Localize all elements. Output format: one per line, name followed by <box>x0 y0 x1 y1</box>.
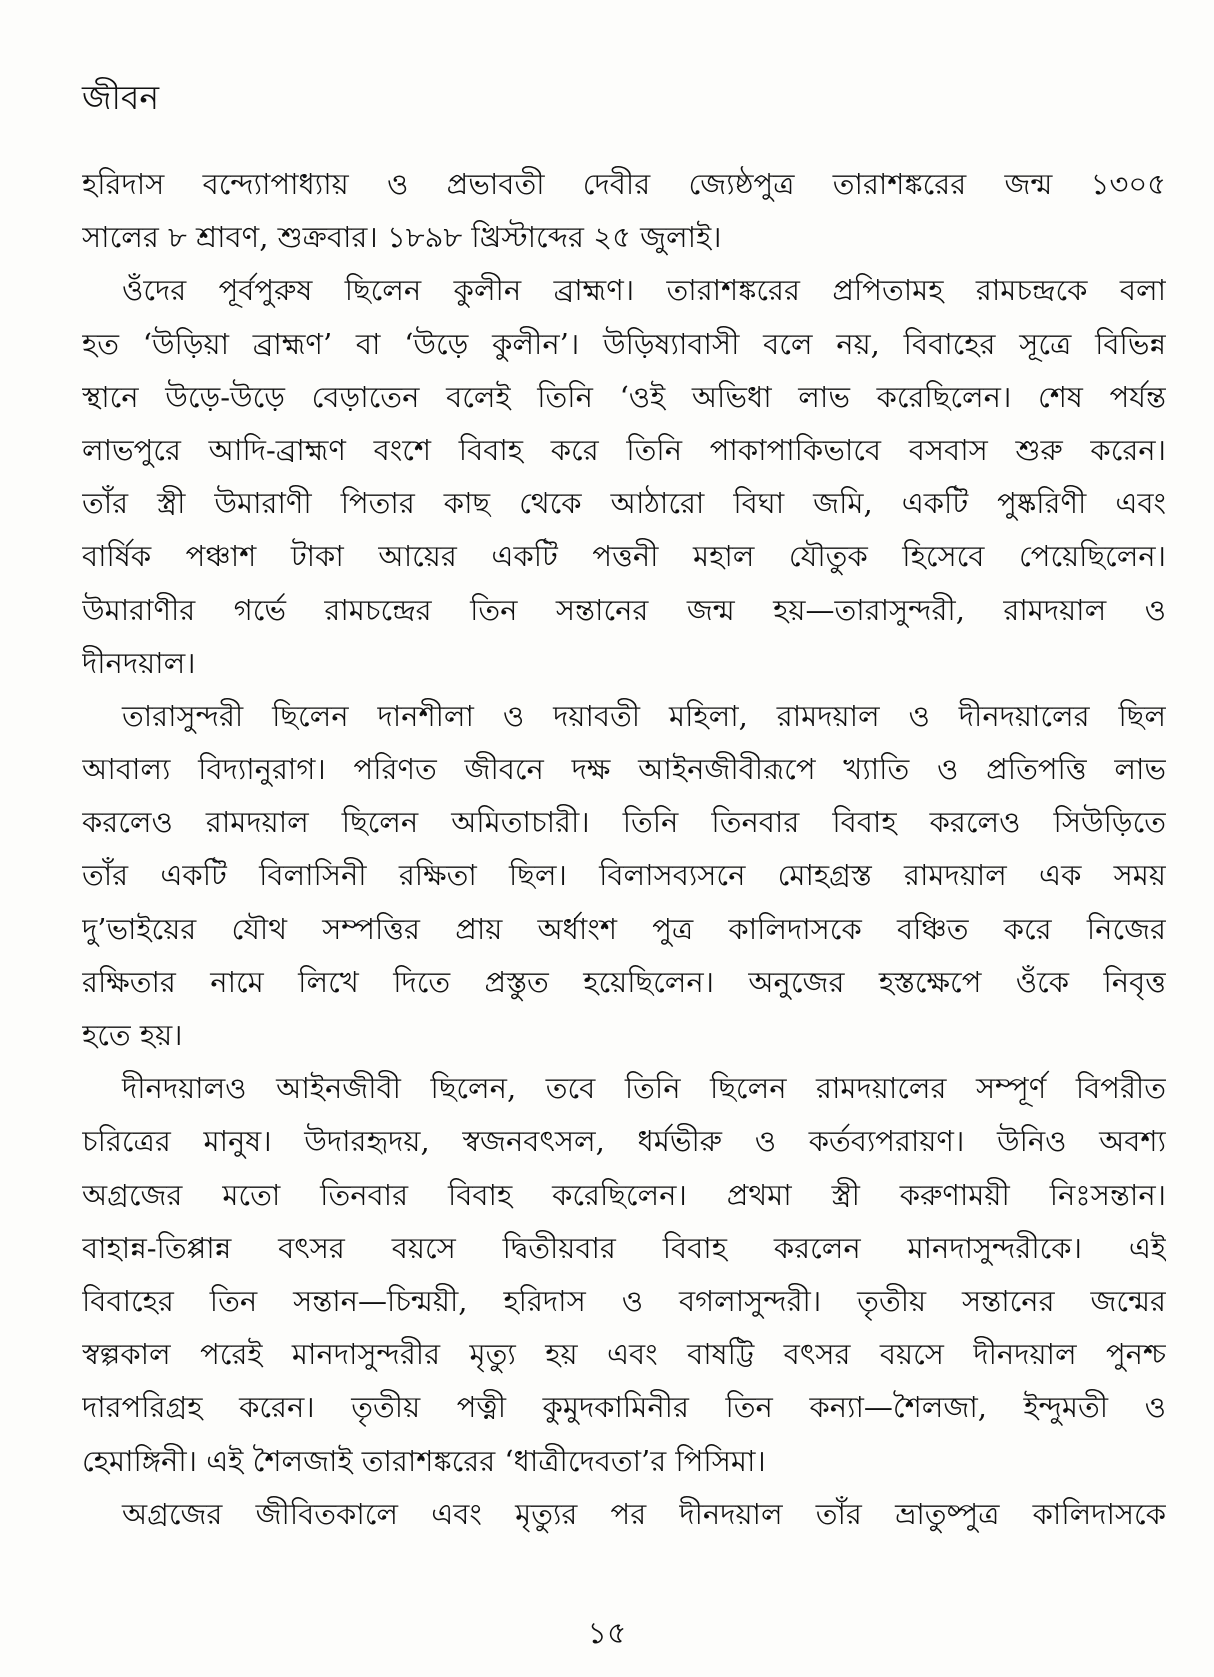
text-line: স্থানে উড়ে-উড়ে বেড়াতেন বলেই তিনি ‘ওই অভিধা লাভ করেছিলেন। শেষ পর্যন্ত <box>82 379 1166 414</box>
text-line: রক্ষিতার নামে লিখে দিতে প্রস্তুত হয়েছিলেন। অনুজের হস্তক্ষেপে ওঁকে নিবৃত্ত <box>82 964 1166 999</box>
body-text <box>82 158 1166 1541</box>
text-line: লাভপুরে আদি-ব্রাহ্মণ বংশে বিবাহ করে তিনি পাকাপাকিভাবে বসবাস শুরু করেন। <box>82 432 1166 467</box>
text-line: উমারাণীর গর্ভে রামচন্দ্রের তিন সন্তানের জন্ম হয়—তারাসুন্দরী, রামদয়াল ও <box>82 592 1166 627</box>
text-line: তারাসুন্দরী ছিলেন দানশীলা ও দয়াবতী মহিলা, রামদয়াল ও দীনদয়ালের ছিল <box>122 698 1166 733</box>
text-line: তাঁর স্ত্রী উমারাণী পিতার কাছ থেকে আঠারো বিঘা জমি, একটি পুষ্করিণী এবং <box>82 486 1166 521</box>
text-line: অগ্রজের মতো তিনবার বিবাহ করেছিলেন। প্রথমা স্ত্রী করুণাময়ী নিঃসন্তান। <box>82 1177 1166 1212</box>
page-number: ১৫ <box>587 1616 627 1651</box>
text-line: সালের ৮ শ্রাবণ, শুক্রবার। ১৮৯৮ খ্রিস্টাব্দের ২৫ জুলাই। <box>82 220 722 255</box>
text-line: ওঁদের পূর্বপুরুষ ছিলেন কুলীন ব্রাহ্মণ। তারাশঙ্করের প্রপিতামহ রামচন্দ্রকে বলা <box>122 273 1166 308</box>
text-line: স্বল্পকাল পরেই মানদাসুন্দরীর মৃত্যু হয় এবং বাষট্টি বৎসর বয়সে দীনদয়াল পুনশ্চ <box>82 1337 1166 1372</box>
text-line: দারপরিগ্রহ করেন। তৃতীয় পত্নী কুমুদকামিনীর তিন কন্যা—শৈলজা, ইন্দুমতী ও <box>82 1390 1166 1425</box>
text-line: দীনদয়াল। <box>82 645 196 680</box>
text-line: তাঁর একটি বিলাসিনী রক্ষিতা ছিল। বিলাসব্যসনে মোহগ্রস্ত রামদয়াল এক সময় <box>82 858 1166 893</box>
text-line: হেমাঙ্গিনী। এই শৈলজাই তারাশঙ্করের ‘ধাত্রীদেবতা’র পিসিমা। <box>82 1443 766 1478</box>
text-line: হতে হয়। <box>82 1018 183 1052</box>
text-line: আবাল্য বিদ্যানুরাগ। পরিণত জীবনে দক্ষ আইনজীবীরূপে খ্যাতি ও প্রতিপত্তি লাভ <box>82 752 1166 787</box>
text-line: বিবাহের তিন সন্তান—চিন্ময়ী, হরিদাস ও বগলাসুন্দরী। তৃতীয় সন্তানের জন্মের <box>82 1283 1166 1318</box>
text-line: করলেও রামদয়াল ছিলেন অমিতাচারী। তিনি তিনবার বিবাহ করলেও সিউড়িতে <box>82 805 1166 840</box>
text-line: বার্ষিক পঞ্চাশ টাকা আয়ের একটি পত্তনী মহাল যৌতুক হিসেবে পেয়েছিলেন। <box>82 539 1166 574</box>
text-line: হরিদাস বন্দ্যোপাধ্যায় ও প্রভাবতী দেবীর জ্যেষ্ঠপুত্র তারাশঙ্করের জন্ম ১৩০৫ <box>82 167 1166 201</box>
text-line: অগ্রজের জীবিতকালে এবং মৃত্যুর পর দীনদয়াল তাঁর ভ্রাতুষ্পুত্র কালিদাসকে <box>122 1496 1166 1531</box>
section-heading: জীবন <box>82 78 160 117</box>
text-line: চরিত্রের মানুষ। উদারহৃদয়, স্বজনবৎসল, ধর্মভীরু ও কর্তব্যপরায়ণ। উনিও অবশ্য <box>82 1124 1166 1159</box>
text-line: হত ‘উড়িয়া ব্রাহ্মণ’ বা ‘উড়ে কুলীন’। উড়িষ্যাবাসী বলে নয়, বিবাহের সূত্রে বিভিন্ন <box>82 326 1166 361</box>
text-line: দু’ভাইয়ের যৌথ সম্পত্তির প্রায় অর্ধাংশ পুত্র কালিদাসকে বঞ্চিত করে নিজের <box>82 911 1166 946</box>
text-line: বাহান্ন-তিপ্পান্ন বৎসর বয়সে দ্বিতীয়বার বিবাহ করলেন মানদাসুন্দরীকে। এই <box>82 1230 1166 1265</box>
text-line: দীনদয়ালও আইনজীবী ছিলেন, তবে তিনি ছিলেন রামদয়ালের সম্পূর্ণ বিপরীত <box>122 1071 1166 1106</box>
